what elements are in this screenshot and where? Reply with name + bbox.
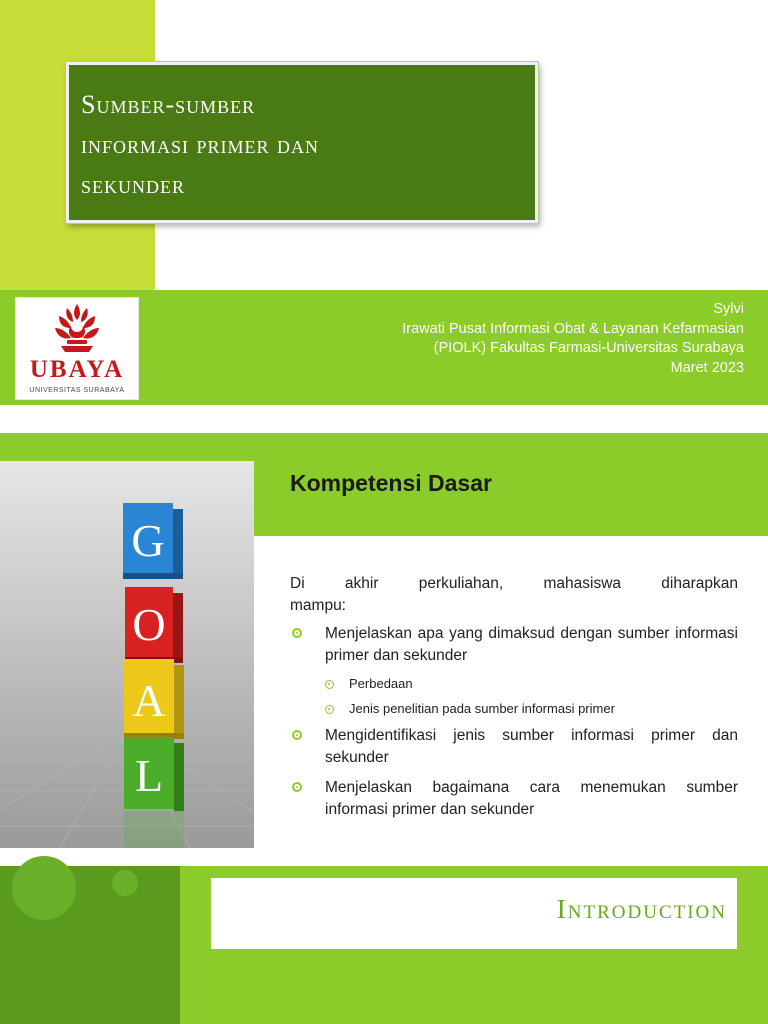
competency-list [290, 573, 738, 829]
goal-image [0, 461, 254, 848]
bullet-icon [292, 628, 302, 638]
goal-letter-a: A [132, 675, 166, 726]
goal-letter-l: L [134, 750, 164, 801]
author-affiliation-line-1: Irawati Pusat Informasi Obat & Layanan Kefarmasian [402, 320, 744, 337]
ubaya-emblem-icon [49, 300, 105, 358]
logo-wordmark: UBAYA [29, 356, 125, 383]
bullet-icon [292, 782, 302, 792]
logo-subtitle: UNIVERSITAS SURABAYA [29, 387, 125, 394]
slide-3-title: Introduction [556, 894, 727, 924]
slide-1-title-box [66, 62, 538, 223]
slide-1-title: Sumber-sumber informasi primer dan sekunder [81, 90, 320, 199]
author-affiliation-line-2: (PIOLK) Fakultas Farmasi-Universitas Surabaya [433, 340, 744, 356]
list-item: Menjelaskan apa yang dimaksud dengan sumber informasi primer dan sekunder [290, 623, 738, 667]
ubaya-logo [15, 297, 139, 400]
goal-letter-o: O [132, 599, 166, 650]
decorative-circle-small [112, 870, 138, 896]
author-name: Sylvi [713, 301, 744, 317]
list-item: Menjelaskan bagaimana cara menemukan sumber informasi primer dan sekunder [290, 777, 738, 821]
goal-blocks-illustration [0, 461, 254, 848]
slide-3-title-box [211, 878, 737, 949]
list-item: Jenis penelitian pada sumber informasi primer [290, 700, 738, 718]
decorative-circle [12, 856, 76, 920]
list-item: Perbedaan [290, 675, 738, 693]
goal-letter-g: G [131, 515, 165, 566]
bullet-icon [292, 730, 302, 740]
competency-intro-line-2: mampu: [290, 597, 346, 614]
author-info [264, 300, 744, 378]
list-item: Mengidentifikasi jenis sumber informasi primer dan sekunder [290, 725, 738, 769]
competency-intro-line-1: Di akhir perkuliahan, mahasiswa diharapkan [290, 575, 738, 592]
presentation-date: Maret 2023 [670, 359, 744, 376]
bullet-icon [325, 680, 334, 689]
slide-2-heading: Kompetensi Dasar [290, 470, 492, 496]
bullet-icon [325, 705, 334, 714]
